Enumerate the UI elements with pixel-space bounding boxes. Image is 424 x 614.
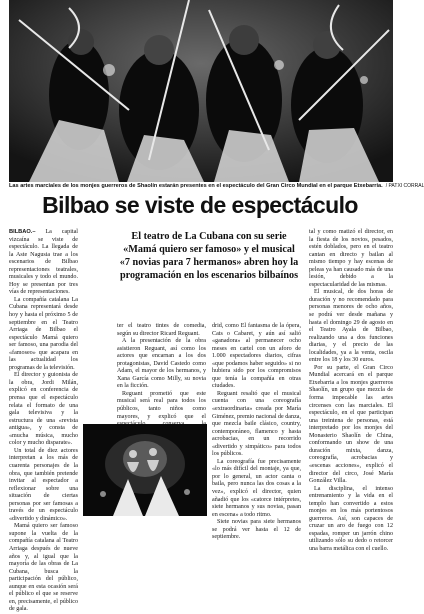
paragraph: Reguant resaltó que el musical cuenta con una coreografía «extraordinaria» creada por María Giménez, premio nacional de danza, que mezcla baile clásico, country, contemporáneo, flamenco y hasta acrobacias, en un recorrido «divertido y simpático» para todos los públicos.: [212, 390, 301, 458]
paragraph: ter el teatro tintes de comedia, según su director Ricard Reguant.: [117, 323, 206, 337]
column-2: [117, 323, 206, 421]
photo-illustration: [9, 0, 393, 182]
headline: Bilbao se viste de espectáculo: [42, 192, 358, 218]
paragraph-text: La capital vizcaína se viste de espectáculo. La llegada de la Aste Nagusia trae a los escenarios de Bilbao representaciones teatrales, musicales y todo el mundo. Hoy se presentan por tres vías de representaciones.: [9, 229, 78, 296]
photo-illustration: [83, 424, 207, 516]
column-4: [309, 229, 393, 552]
caption-text: Las artes marciales de los monjes guerreros de Shaolín estarán presentes en el espectáculo del Gran Circo Mundial en el parque Etxebarria.: [9, 183, 383, 189]
paragraph: El musical, de dos horas de duración y no recomendado para personas menores de ocho años, se podrá ver desde mañana y hasta el domingo 29 de agosto en el Teatro Ayala de Bilbao, realizando una a dos funciones diarias, y el precio de las localidades, ya a la venta, oscila entre los 18 y los 30 euros.: [309, 289, 393, 364]
paragraph: Mamá quiero ser famoso supone la vuelta de la compañía catalana al Teatro Arriaga después de nueve años y, al igual que la mayoría de las obras de La Cubana, busca la participación del público, aunque en esta ocasión será el público el que se reserve en, precisamente, el público de gala.: [9, 523, 78, 613]
paragraph: drid, como El fantasma de la ópera, Cats o Cabaret, y aún así salió «ganadora» al permanecer ocho meses en cartel con un aforo de 1.000 espectadores diarios, cifras «que podamos haber seguido» si no hubiera sido por los compromisos que tenía la compañía en otras ciudades.: [212, 323, 301, 390]
standfirst: El teatro de La Cubana con su serie «Mamá quiero ser famoso» y el musical «7 novias para 7 hermanos» abren hoy la programación en los escenarios bilbaínos: [119, 231, 299, 281]
column-1: [9, 229, 78, 613]
paragraph: La compañía catalana La Cubana representará desde hoy y hasta el próximo 5 de septiembre en el Teatro Arriaga de Bilbao el espectáculo Mamá quiero ser famoso, una parodia del «famoseo» que acapara en las actualidad los programas de la televisión.: [9, 296, 78, 371]
paragraph: tal y como matizó el director, en la fiesta de los novios, pesados, estén doblados, pero en el teatro cantan en directo y bailan al mismo tiempo y hay escenas de peleas ya han causado más de una lesión, debido a la espectacularidad de las mismas.: [309, 229, 393, 288]
column-3: [212, 323, 301, 541]
paragraph: La disciplina, el intenso entrenamiento y la vida en el templo han convertido a estos monjes en los más portentosos guerreros. Así, son capaces de cruzar un aro de fuego con 12 espadas, romper un jarrón chino utilizando sólo su dedo o retorcer una barra metálica con el cuello.: [309, 485, 393, 552]
photo-caption: [9, 183, 424, 190]
paragraph: Por su parte, el Gran Circo Mundial acercará en el parque Etxebarria a los monjes guerreros Shaolín, un grupo que mezcla de forma impecable las artes circenses con las marciales. El espectáculo, en el que participan una treintena de personas, está interpretado por los monjes del Monasterio Shaolín de China, conformando un show de una duración mixta, danza, coreografía, acrobacias y «escenas acciones», explicó el director del circo, José María González Villa.: [309, 364, 393, 485]
paragraph: El director y guionista de la obra, Jordi Milán, explicó en conferencia de prensa que el espectáculo relata el formato de una gala televisiva y la estructura de una «revista antigua», y consta de «mucha música, mucho color y mucho disparate».: [9, 372, 78, 447]
paragraph: A la presentación de la obra asistieron Reguant, así como los actores que encarnan a los dos protagonistas, David Castedo como Adam, el mayor de los hermanos, y Xana García como Milly, su novia en la ficción.: [117, 338, 206, 390]
photo-credit: / PATXI CORRAL: [385, 183, 424, 189]
paragraph: Un total de diez actores interpretan a los más de cuarenta personajes de la obra, que también pretende invitar al espectador a reflexionar sobre una situación de ciertas personas por ser famosas a través de un espectáculo «divertido y dinámico».: [9, 447, 78, 522]
dateline: BILBAO.–: [9, 229, 36, 235]
shaolin-monks-photo: [9, 0, 393, 182]
paragraph: Siete novias para siete hermanos se podrá ver hasta el 12 de septiembre.: [212, 519, 301, 541]
paragraph: [9, 229, 78, 297]
paragraph: Reguant prometió que este musical será real para todos los públicos, tanto niños como mayores, y explicó que el: [117, 390, 206, 420]
paragraph: La coreografía fue precisamente «lo más difícil del montaje, ya que, por lo general, un actor canta o baila, pero nunca las dos cosas a la vez», explicó el director, quien añadió que los «catorce intérpretes, siete hermanos y sus novias, pasan en escena» a todo ritmo.: [212, 458, 301, 518]
musical-photo: [83, 424, 207, 516]
